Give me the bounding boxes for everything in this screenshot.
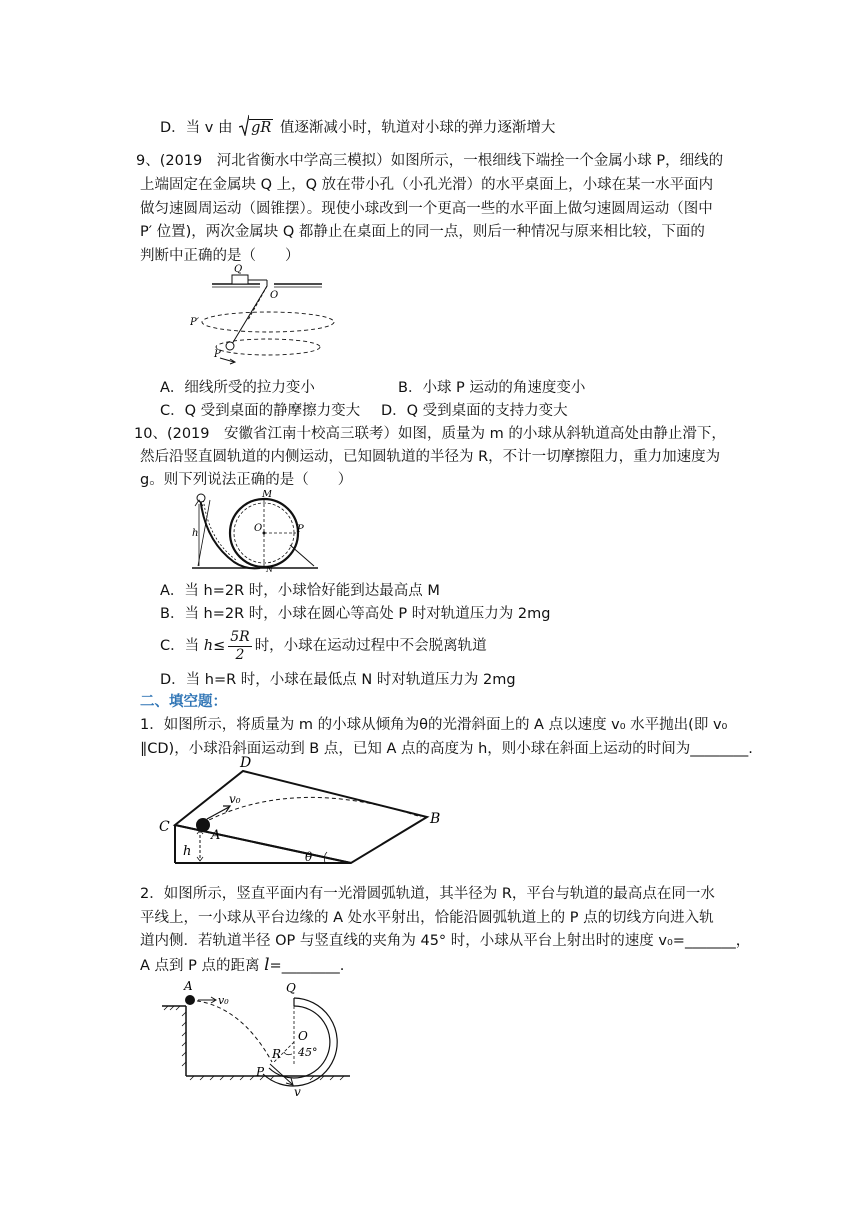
q10-option-b: B．当 h=2R 时，小球在圆心等高处 P 时对轨道压力为 2mg xyxy=(160,606,551,622)
q10-label-m: M xyxy=(262,490,273,500)
f2-line4-pre: A 点到 P 点的距离 xyxy=(140,958,260,974)
q9-label-pprime: P′ xyxy=(190,317,199,328)
q9-label-o: O xyxy=(270,290,279,301)
q10-option-a: A．当 h=2R 时，小球恰好能到达最高点 M xyxy=(160,583,440,599)
f2-label-a: A xyxy=(184,979,193,993)
f1-label-d: D xyxy=(240,755,252,771)
f2-line-2: 平线上，一小球从平台边缘的 A 处水平射出，恰能沿圆弧轨道上的 P 点的切线方向进入轨 xyxy=(140,910,714,926)
q9-label-q: Q xyxy=(234,264,243,275)
q10-option-d: D．当 h=R 时，小球在最低点 N 时对轨道压力为 2mg xyxy=(160,672,516,688)
q10-label-o: O xyxy=(254,523,263,534)
q9-line-3: 做匀速圆周运动（圆锥摆）。现使小球改到一个更高一些的水平面上做匀速圆周运动（图中 xyxy=(140,201,713,217)
f2-label-r: R xyxy=(272,1047,282,1061)
q10-label-p: P xyxy=(297,524,304,535)
q8-optd-post: 值逐渐减小时，轨道对小球的弹力逐渐增大 xyxy=(279,120,556,136)
fraction-denominator: 2 xyxy=(235,646,245,663)
f2-label-p: P xyxy=(256,1065,265,1079)
f2-label-o: O xyxy=(298,1029,308,1043)
f1-label-v0: v₀ xyxy=(229,792,241,806)
f2-line-4 xyxy=(140,955,740,976)
f2-line-1: 2．如图所示，竖直平面内有一光滑圆弧轨道，其半径为 R，平台与轨道的最高点在同一水 xyxy=(140,886,715,902)
q10-label-n: N xyxy=(266,565,273,572)
q10-optc-rel: ≤ xyxy=(213,638,226,654)
q10-optc-post: 时，小球在运动过程中不会脱离轨道 xyxy=(254,638,487,654)
f2-label-angle: 45° xyxy=(298,1046,318,1059)
f1-label-c: C xyxy=(159,819,170,835)
f1-label-h: h xyxy=(183,844,192,859)
q10-optc-pre: C．当 xyxy=(160,638,200,654)
q10-line-1: 10、(2019 安徽省江南十校高三联考）如图，质量为 m 的小球从斜轨道高处由静止滑下， xyxy=(134,426,726,442)
f1-line-1: 1．如图所示，将质量为 m 的小球从倾角为θ的光滑斜面上的 A 点以速度 v₀ 水平抛出(即 v₀ xyxy=(140,717,728,733)
q9-option-d: D．Q 受到桌面的支持力变大 xyxy=(381,403,568,419)
q9-option-a: A．细线所受的拉力变小 xyxy=(160,380,315,396)
q9-line-2: 上端固定在金属块 Q 上，Q 放在带小孔（小孔光滑）的水平桌面上，小球在某一水平面内 xyxy=(140,177,714,193)
f1-line-2: ∥CD)，小球沿斜面运动到 B 点，已知 A 点的高度为 h，则小球在斜面上运动的时间为________. xyxy=(140,741,753,757)
sqrt-argument: gR xyxy=(251,120,272,136)
sqrt-expression xyxy=(239,118,273,138)
f2-line4-post: =________. xyxy=(269,958,345,974)
radical-sign-icon xyxy=(239,114,249,136)
q10-line-3: g。则下列说法正确的是（ ） xyxy=(140,472,353,488)
f2-line-3: 道内侧．若轨道半径 OP 与竖直线的夹角为 45° 时，小球从平台上射出时的速度 v₀=_______， xyxy=(140,933,751,949)
q9-line-4: P′ 位置)，两次金属块 Q 都静止在桌面上的同一点，则后一种情况与原来相比较，下面的 xyxy=(140,224,705,240)
f1-incline-figure xyxy=(155,755,445,867)
q9-line-1: 9、(2019 河北省衡水中学高三模拟）如图所示，一根细线下端拴一个金属小球 P，细线的 xyxy=(136,153,724,169)
q9-option-c: C．Q 受到桌面的静摩擦力变大 xyxy=(160,403,361,419)
q8-option-d xyxy=(160,118,760,138)
f1-label-a: A xyxy=(211,828,221,843)
q10-optc-var: h xyxy=(203,638,214,654)
f2-label-v: v xyxy=(294,1085,301,1099)
q10-line-2: 然后沿竖直圆轨道的内侧运动，已知圆轨道的半径为 R，不计一切摩擦阻力，重力加速度为 xyxy=(140,449,721,465)
q10-loop-track-figure xyxy=(190,490,320,572)
f2-label-v0: v₀ xyxy=(218,994,229,1007)
q9-conical-pendulum-figure xyxy=(190,262,350,370)
f1-label-theta: θ xyxy=(305,850,313,864)
q9-option-b: B．小球 P 运动的角速度变小 xyxy=(398,380,586,396)
fraction-numerator: 5R xyxy=(230,628,250,645)
q9-label-p: P xyxy=(214,349,221,360)
f2-label-q: Q xyxy=(286,981,296,995)
q10-label-h: h xyxy=(192,528,199,539)
section-title-fill-in: 二、填空题： xyxy=(140,694,227,710)
q9-line-5: 判断中正确的是（ ） xyxy=(140,248,300,264)
f2-line4-var: l xyxy=(264,955,270,975)
q8-optd-pre: D．当 v 由 xyxy=(160,120,233,136)
fraction xyxy=(228,629,251,664)
f1-label-b: B xyxy=(430,811,441,827)
q10-option-c xyxy=(160,628,487,664)
f2-arc-track-figure xyxy=(160,976,360,1100)
